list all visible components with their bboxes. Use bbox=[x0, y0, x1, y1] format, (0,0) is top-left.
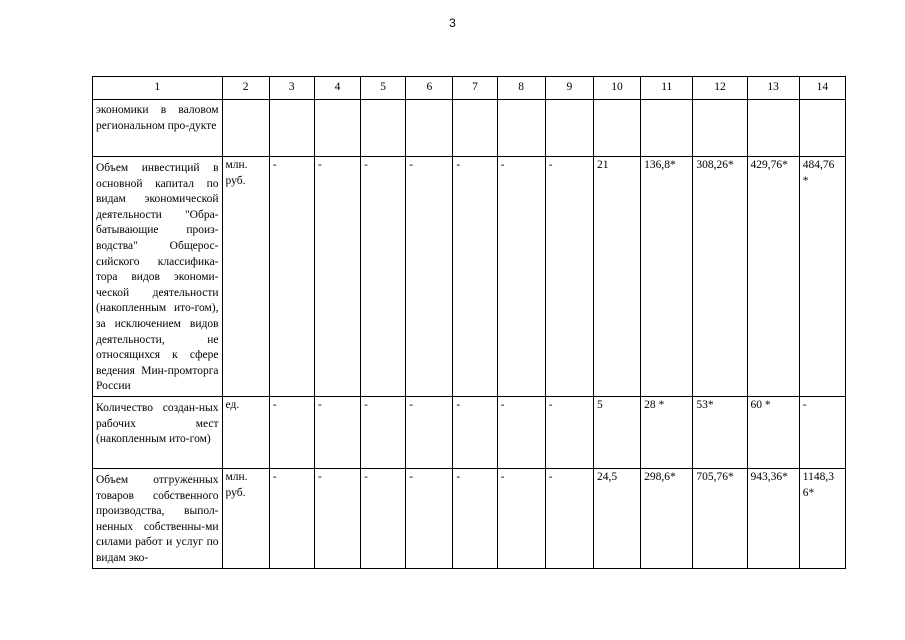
value-cell: - bbox=[361, 157, 406, 397]
value-cell bbox=[593, 100, 640, 157]
value-cell: - bbox=[545, 157, 593, 397]
value-cell: 28 * bbox=[641, 396, 693, 468]
value-cell: - bbox=[497, 157, 545, 397]
value-cell: - bbox=[453, 157, 497, 397]
value-cell: 60 * bbox=[747, 396, 799, 468]
value-cell: - bbox=[406, 396, 453, 468]
value-cell: 136,8* bbox=[641, 157, 693, 397]
value-cell: - bbox=[406, 157, 453, 397]
value-cell: 429,76* bbox=[747, 157, 799, 397]
value-cell bbox=[799, 100, 845, 157]
value-cell: - bbox=[314, 468, 360, 568]
unit-cell bbox=[222, 100, 269, 157]
value-cell bbox=[545, 100, 593, 157]
indicators-table bbox=[92, 76, 846, 569]
value-cell: - bbox=[497, 396, 545, 468]
value-cell: - bbox=[406, 468, 453, 568]
unit-cell: млн. руб. bbox=[222, 157, 269, 397]
value-cell: - bbox=[314, 396, 360, 468]
column-number: 3 bbox=[269, 77, 314, 100]
value-cell bbox=[361, 100, 406, 157]
indicator-cell: Объем отгруженных товаров собственного производства, выпол-ненных собственны-ми силами работ и услуг по видам эко- bbox=[93, 468, 223, 568]
column-number: 12 bbox=[693, 77, 747, 100]
column-number: 8 bbox=[497, 77, 545, 100]
column-number: 14 bbox=[799, 77, 845, 100]
value-cell: - bbox=[314, 157, 360, 397]
value-cell bbox=[269, 100, 314, 157]
value-cell: - bbox=[545, 396, 593, 468]
table-row bbox=[93, 396, 846, 468]
column-number: 10 bbox=[593, 77, 640, 100]
table-row bbox=[93, 157, 846, 397]
value-cell: 1148,3 6* bbox=[799, 468, 845, 568]
value-cell bbox=[497, 100, 545, 157]
value-cell: - bbox=[269, 468, 314, 568]
value-cell: - bbox=[799, 396, 845, 468]
value-cell: 943,36* bbox=[747, 468, 799, 568]
value-cell: 705,76* bbox=[693, 468, 747, 568]
value-cell bbox=[453, 100, 497, 157]
value-cell: - bbox=[269, 157, 314, 397]
value-cell: 484,76 * bbox=[799, 157, 845, 397]
value-cell: - bbox=[269, 396, 314, 468]
value-cell: 24,5 bbox=[593, 468, 640, 568]
value-cell: 53* bbox=[693, 396, 747, 468]
column-number: 5 bbox=[361, 77, 406, 100]
value-cell: 5 bbox=[593, 396, 640, 468]
value-cell: - bbox=[497, 468, 545, 568]
value-cell: - bbox=[361, 468, 406, 568]
indicator-cell: Количество создан-ных рабочих мест (накопленным ито-гом) bbox=[93, 396, 223, 468]
value-cell bbox=[747, 100, 799, 157]
value-cell: 21 bbox=[593, 157, 640, 397]
column-number: 2 bbox=[222, 77, 269, 100]
value-cell: - bbox=[453, 468, 497, 568]
column-number: 11 bbox=[641, 77, 693, 100]
column-number: 4 bbox=[314, 77, 360, 100]
unit-cell: ед. bbox=[222, 396, 269, 468]
value-cell bbox=[641, 100, 693, 157]
table-row bbox=[93, 468, 846, 568]
value-cell bbox=[314, 100, 360, 157]
column-number: 7 bbox=[453, 77, 497, 100]
indicator-cell: экономики в валовом региональном про-дукте bbox=[93, 100, 223, 157]
table-header-row bbox=[93, 77, 846, 100]
column-number: 13 bbox=[747, 77, 799, 100]
table-row bbox=[93, 100, 846, 157]
indicator-cell: Объем инвестиций в основной капитал по видам экономической деятельности "Обра-батывающие произ-водства" Общерос-сийского классифика-тора видов экономи-ческой деятельности (накопленным ито-гом), за исключением видов деятельности, не относящихся к сфере ведения Мин-промторга России bbox=[93, 157, 223, 397]
column-number: 9 bbox=[545, 77, 593, 100]
page-number: 3 bbox=[449, 16, 456, 30]
value-cell: 298,6* bbox=[641, 468, 693, 568]
value-cell bbox=[693, 100, 747, 157]
value-cell: - bbox=[545, 468, 593, 568]
value-cell bbox=[406, 100, 453, 157]
value-cell: 308,26* bbox=[693, 157, 747, 397]
column-number: 6 bbox=[406, 77, 453, 100]
unit-cell: млн. руб. bbox=[222, 468, 269, 568]
column-number: 1 bbox=[93, 77, 223, 100]
value-cell: - bbox=[453, 396, 497, 468]
value-cell: - bbox=[361, 396, 406, 468]
